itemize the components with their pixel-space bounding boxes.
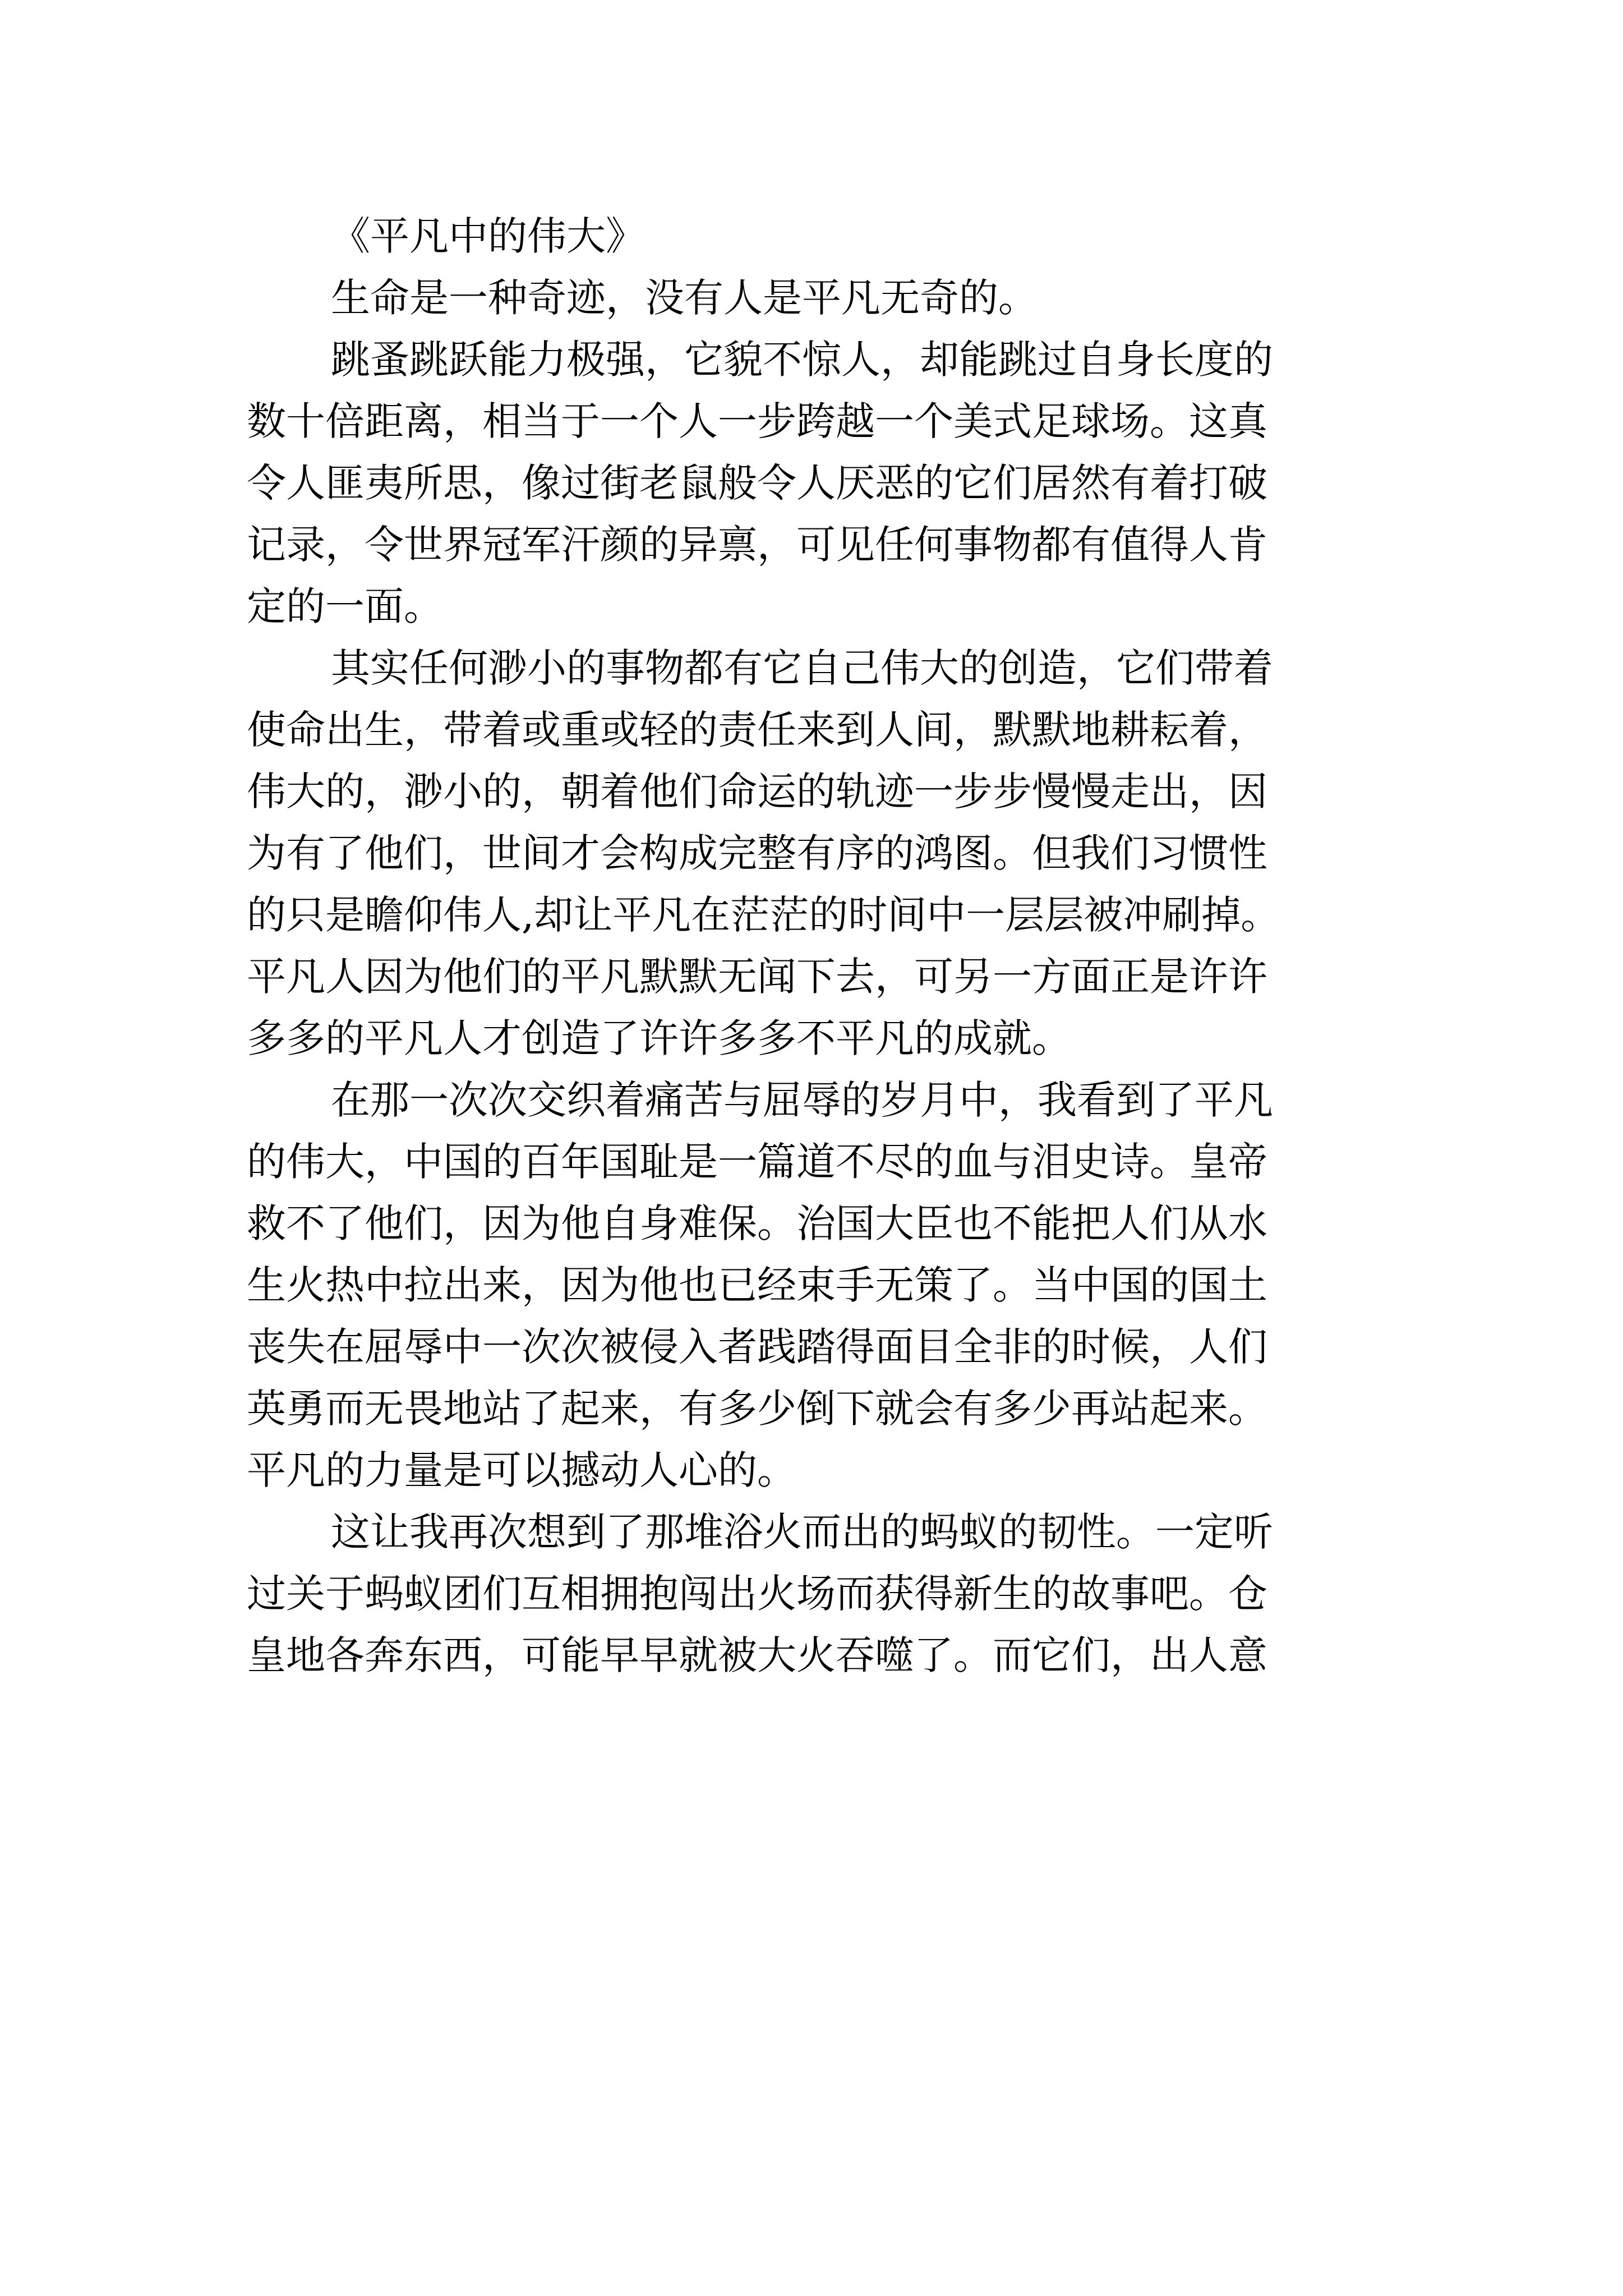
paragraph-line: 生火热中拉出来，因为他也已经束手无策了。当中国的国土: [247, 1262, 1267, 1308]
paragraph-line: 皇地各奔东西，可能早早就被大火吞噬了。而它们，出人意: [247, 1632, 1267, 1678]
paragraph-line: 跳蚤跳跃能力极强，它貌不惊人，却能跳过自身长度的: [331, 337, 1273, 383]
paragraph-4: [247, 1069, 1368, 1501]
paragraph-line: 生命是一种奇迹，没有人是平凡无奇的。: [331, 275, 1038, 321]
paragraph-5: [247, 1501, 1368, 1686]
paragraph-line: 令人匪夷所思，像过街老鼠般令人厌恶的它们居然有着打破: [247, 460, 1267, 506]
paragraph-line: 多多的平凡人才创造了许许多多不平凡的成就。: [247, 1015, 1071, 1061]
paragraph-line: 数十倍距离，相当于一个人一步跨越一个美式足球场。这真: [247, 398, 1267, 444]
paragraph-line: 为有了他们，世间才会构成完整有序的鸿图。但我们习惯性: [247, 830, 1267, 876]
title-line: 《平凡中的伟大》: [331, 213, 645, 259]
essay-title: [247, 205, 1368, 267]
paragraph-line: 平凡人因为他们的平凡默默无闻下去，可另一方面正是许许: [247, 954, 1267, 1000]
paragraph-1: [247, 267, 1368, 329]
paragraph-line: 的伟大，中国的百年国耻是一篇道不尽的血与泪史诗。皇帝: [247, 1139, 1267, 1185]
paragraph-line: 的只是瞻仰伟人,却让平凡在茫茫的时间中一层层被冲刷掉。: [247, 892, 1280, 938]
paragraph-line: 其实任何渺小的事物都有它自己伟大的创造，它们带着: [331, 645, 1273, 691]
paragraph-line: 使命出生，带着或重或轻的责任来到人间，默默地耕耘着，: [247, 707, 1267, 753]
paragraph-line: 救不了他们，因为他自身难保。治国大臣也不能把人们从水: [247, 1200, 1267, 1246]
paragraph-line: 这让我再次想到了那堆浴火而出的蚂蚁的韧性。一定听: [331, 1509, 1273, 1555]
paragraph-2: [247, 329, 1368, 637]
document-body: [247, 205, 1368, 1686]
paragraph-3: [247, 637, 1368, 1069]
paragraph-line: 英勇而无畏地站了起来，有多少倒下就会有多少再站起来。: [247, 1386, 1267, 1432]
paragraph-line: 定的一面。: [247, 583, 443, 629]
paragraph-line: 过关于蚂蚁团们互相拥抱闯出火场而获得新生的故事吧。仓: [247, 1571, 1267, 1617]
paragraph-line: 伟大的，渺小的，朝着他们命运的轨迹一步步慢慢走出，因: [247, 769, 1267, 815]
paragraph-line: 记录，令世界冠军汗颜的异禀，可见任何事物都有值得人肯: [247, 522, 1267, 568]
paragraph-line: 丧失在屈辱中一次次被侵入者践踏得面目全非的时候，人们: [247, 1324, 1267, 1370]
paragraph-line: 平凡的力量是可以撼动人心的。: [247, 1447, 796, 1493]
paragraph-line: 在那一次次交织着痛苦与屈辱的岁月中，我看到了平凡: [331, 1077, 1273, 1123]
